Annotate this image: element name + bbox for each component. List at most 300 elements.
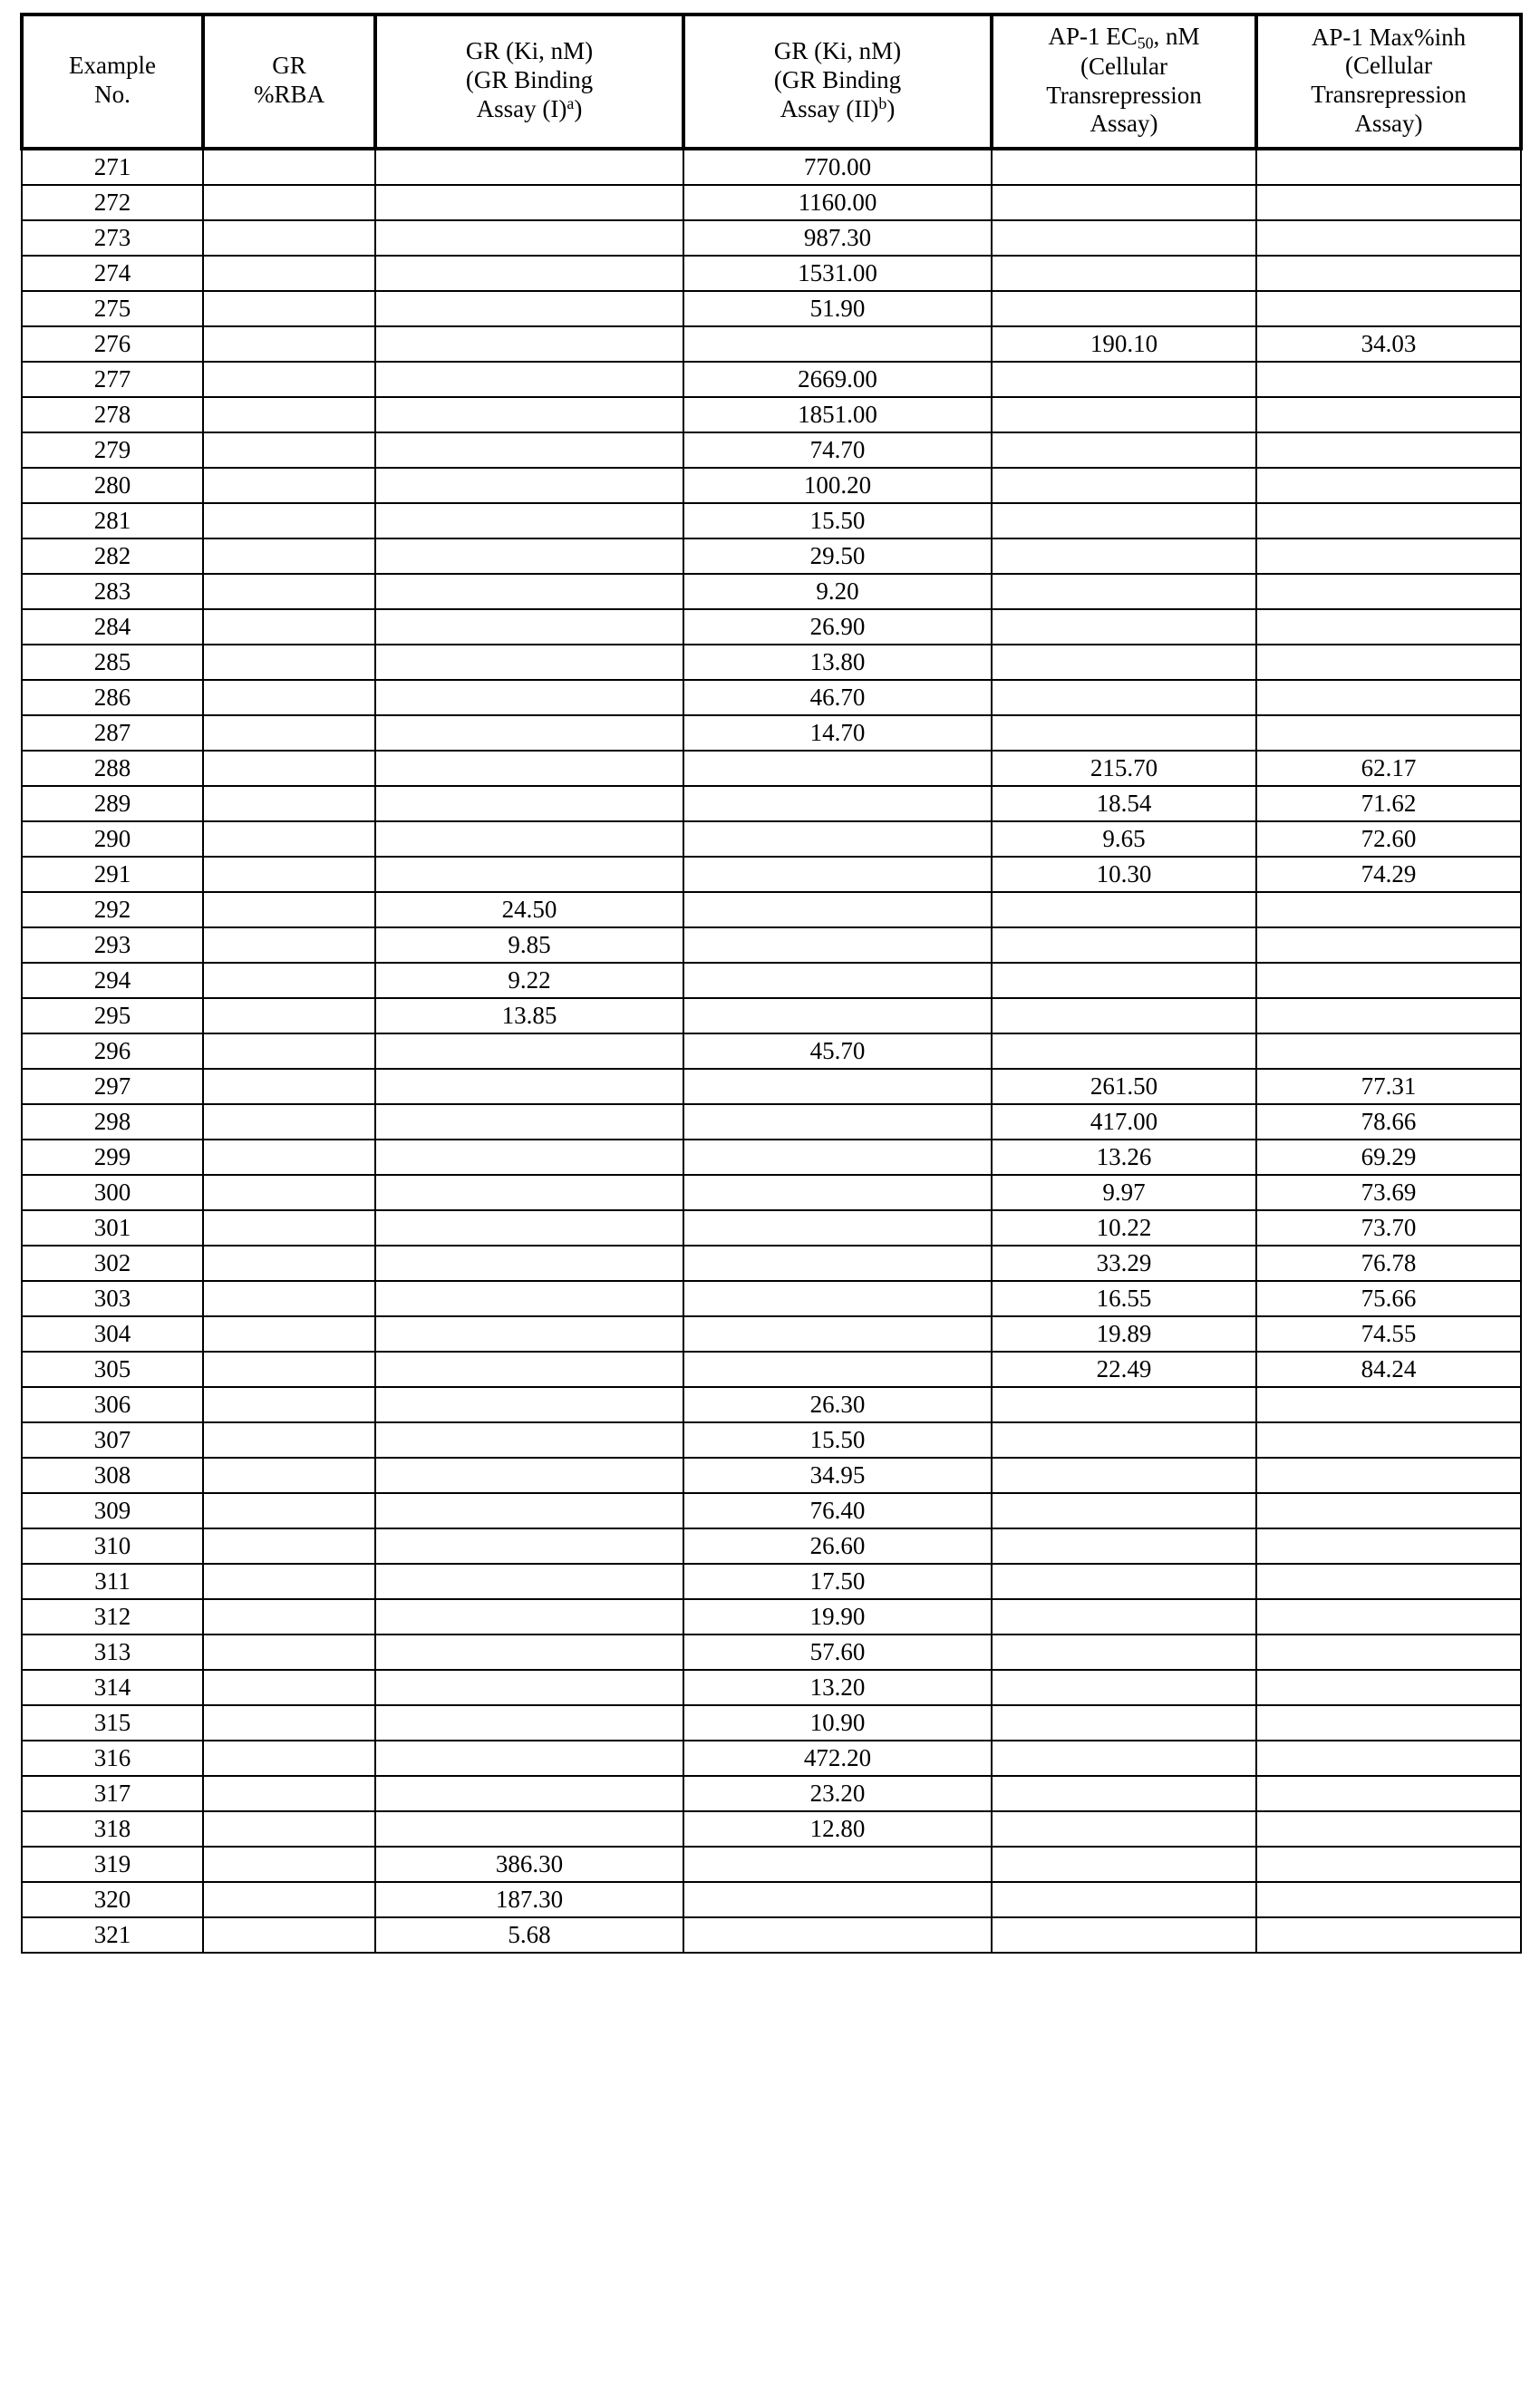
table-header	[22, 15, 1521, 149]
table-row	[22, 468, 1521, 503]
cell-example-no: 290	[22, 821, 203, 857]
cell-gr-ki-assay-1: 187.30	[375, 1882, 683, 1917]
cell-ap1-maxinh: 84.24	[1256, 1352, 1521, 1387]
cell-gr-ki-assay-1	[375, 291, 683, 326]
table-row	[22, 1741, 1521, 1776]
cell-ap1-ec50	[992, 715, 1256, 751]
cell-ap1-maxinh	[1256, 1599, 1521, 1635]
cell-ap1-maxinh	[1256, 1458, 1521, 1493]
cell-ap1-maxinh	[1256, 291, 1521, 326]
cell-gr-rba	[203, 680, 375, 715]
cell-gr-ki-assay-2	[683, 1281, 992, 1316]
cell-gr-ki-assay-2	[683, 1069, 992, 1104]
cell-gr-ki-assay-1	[375, 751, 683, 786]
cell-ap1-maxinh	[1256, 362, 1521, 397]
cell-gr-rba	[203, 715, 375, 751]
cell-gr-rba	[203, 821, 375, 857]
table-row	[22, 1847, 1521, 1882]
table-row	[22, 1210, 1521, 1246]
cell-ap1-ec50	[992, 1635, 1256, 1670]
cell-gr-rba	[203, 1917, 375, 1953]
cell-ap1-maxinh	[1256, 220, 1521, 256]
cell-example-no: 284	[22, 609, 203, 645]
table-row	[22, 892, 1521, 927]
cell-gr-rba	[203, 751, 375, 786]
cell-example-no: 289	[22, 786, 203, 821]
assay-results-table	[20, 13, 1523, 1954]
cell-gr-ki-assay-2: 770.00	[683, 149, 992, 185]
table-row	[22, 538, 1521, 574]
cell-gr-rba	[203, 220, 375, 256]
cell-gr-ki-assay-2	[683, 1175, 992, 1210]
cell-ap1-ec50	[992, 1776, 1256, 1811]
cell-example-no: 295	[22, 998, 203, 1033]
cell-ap1-maxinh	[1256, 1741, 1521, 1776]
cell-gr-ki-assay-2	[683, 892, 992, 927]
cell-gr-rba	[203, 397, 375, 432]
cell-gr-ki-assay-1	[375, 220, 683, 256]
table-row	[22, 821, 1521, 857]
cell-ap1-maxinh	[1256, 1670, 1521, 1705]
cell-ap1-maxinh	[1256, 574, 1521, 609]
column-header-gr-ki-assay-1: GR (Ki, nM) (GR Binding Assay $(I)^a$)	[375, 15, 683, 149]
cell-gr-rba	[203, 857, 375, 892]
cell-gr-rba	[203, 1033, 375, 1069]
cell-gr-rba	[203, 185, 375, 220]
cell-gr-ki-assay-1	[375, 397, 683, 432]
cell-gr-ki-assay-1	[375, 574, 683, 609]
cell-ap1-maxinh	[1256, 1564, 1521, 1599]
cell-gr-ki-assay-2: 26.60	[683, 1528, 992, 1564]
cell-gr-rba	[203, 574, 375, 609]
cell-gr-ki-assay-2: 1160.00	[683, 185, 992, 220]
cell-example-no: 305	[22, 1352, 203, 1387]
cell-gr-rba	[203, 1281, 375, 1316]
cell-ap1-ec50	[992, 1033, 1256, 1069]
cell-ap1-maxinh	[1256, 256, 1521, 291]
cell-gr-ki-assay-1	[375, 857, 683, 892]
cell-gr-rba	[203, 538, 375, 574]
cell-ap1-ec50	[992, 1458, 1256, 1493]
cell-ap1-maxinh	[1256, 185, 1521, 220]
cell-example-no: 308	[22, 1458, 203, 1493]
cell-ap1-ec50: 261.50	[992, 1069, 1256, 1104]
cell-gr-ki-assay-2	[683, 1210, 992, 1246]
column-header-gr-rba: GR %RBA	[203, 15, 375, 149]
cell-gr-ki-assay-1	[375, 1528, 683, 1564]
cell-gr-ki-assay-1	[375, 1069, 683, 1104]
cell-ap1-ec50: 33.29	[992, 1246, 1256, 1281]
table-row	[22, 1458, 1521, 1493]
table-row	[22, 1175, 1521, 1210]
cell-ap1-maxinh: 73.70	[1256, 1210, 1521, 1246]
cell-example-no: 286	[22, 680, 203, 715]
cell-ap1-maxinh	[1256, 468, 1521, 503]
cell-ap1-ec50: 16.55	[992, 1281, 1256, 1316]
cell-gr-ki-assay-2: 2669.00	[683, 362, 992, 397]
cell-example-no: 287	[22, 715, 203, 751]
cell-ap1-maxinh	[1256, 1776, 1521, 1811]
cell-example-no: 307	[22, 1422, 203, 1458]
table-row	[22, 362, 1521, 397]
table-row	[22, 1246, 1521, 1281]
table-row	[22, 149, 1521, 185]
cell-gr-ki-assay-2: 13.20	[683, 1670, 992, 1705]
cell-gr-ki-assay-1	[375, 1564, 683, 1599]
cell-ap1-ec50: 19.89	[992, 1316, 1256, 1352]
cell-gr-rba	[203, 892, 375, 927]
cell-ap1-ec50	[992, 1741, 1256, 1776]
table-row	[22, 1316, 1521, 1352]
cell-gr-ki-assay-1: 9.85	[375, 927, 683, 963]
cell-ap1-ec50	[992, 1847, 1256, 1882]
cell-example-no: 316	[22, 1741, 203, 1776]
cell-example-no: 299	[22, 1140, 203, 1175]
cell-ap1-maxinh: 34.03	[1256, 326, 1521, 362]
cell-example-no: 300	[22, 1175, 203, 1210]
cell-ap1-ec50	[992, 291, 1256, 326]
cell-gr-rba	[203, 1316, 375, 1352]
cell-gr-rba	[203, 1069, 375, 1104]
cell-gr-ki-assay-2: 1851.00	[683, 397, 992, 432]
cell-ap1-ec50	[992, 645, 1256, 680]
column-header-ap1-maxinh: AP-1 Max%inh (Cellular Transrepression Assay)	[1256, 15, 1521, 149]
cell-ap1-maxinh	[1256, 680, 1521, 715]
cell-gr-rba	[203, 645, 375, 680]
cell-gr-rba	[203, 1564, 375, 1599]
cell-gr-rba	[203, 326, 375, 362]
cell-gr-rba	[203, 786, 375, 821]
cell-gr-rba	[203, 1811, 375, 1847]
cell-gr-ki-assay-1	[375, 185, 683, 220]
cell-ap1-ec50	[992, 680, 1256, 715]
cell-ap1-ec50: 13.26	[992, 1140, 1256, 1175]
cell-gr-ki-assay-1	[375, 821, 683, 857]
cell-example-no: 277	[22, 362, 203, 397]
cell-gr-ki-assay-1	[375, 1387, 683, 1422]
cell-ap1-ec50: 10.30	[992, 857, 1256, 892]
cell-ap1-maxinh	[1256, 1033, 1521, 1069]
cell-gr-ki-assay-1	[375, 1635, 683, 1670]
cell-ap1-ec50	[992, 963, 1256, 998]
cell-ap1-maxinh	[1256, 1422, 1521, 1458]
cell-gr-rba	[203, 1210, 375, 1246]
cell-ap1-maxinh	[1256, 1847, 1521, 1882]
cell-gr-rba	[203, 1705, 375, 1741]
cell-ap1-maxinh: 77.31	[1256, 1069, 1521, 1104]
cell-gr-rba	[203, 291, 375, 326]
cell-ap1-ec50	[992, 1882, 1256, 1917]
table-row	[22, 1140, 1521, 1175]
table-row	[22, 1670, 1521, 1705]
table-row	[22, 1635, 1521, 1670]
cell-example-no: 282	[22, 538, 203, 574]
table-row	[22, 1033, 1521, 1069]
table-row	[22, 1387, 1521, 1422]
cell-gr-ki-assay-1	[375, 1776, 683, 1811]
cell-ap1-ec50: 215.70	[992, 751, 1256, 786]
cell-gr-ki-assay-1	[375, 326, 683, 362]
cell-gr-ki-assay-2: 46.70	[683, 680, 992, 715]
cell-gr-ki-assay-2	[683, 751, 992, 786]
cell-ap1-ec50: 9.97	[992, 1175, 1256, 1210]
cell-example-no: 271	[22, 149, 203, 185]
cell-ap1-ec50	[992, 574, 1256, 609]
cell-example-no: 318	[22, 1811, 203, 1847]
cell-ap1-maxinh	[1256, 432, 1521, 468]
cell-gr-rba	[203, 1776, 375, 1811]
cell-gr-rba	[203, 503, 375, 538]
cell-ap1-ec50	[992, 1387, 1256, 1422]
cell-ap1-maxinh	[1256, 397, 1521, 432]
cell-ap1-ec50	[992, 1917, 1256, 1953]
cell-ap1-maxinh	[1256, 1387, 1521, 1422]
cell-ap1-maxinh	[1256, 538, 1521, 574]
cell-example-no: 283	[22, 574, 203, 609]
cell-gr-rba	[203, 1599, 375, 1635]
cell-ap1-ec50: 18.54	[992, 786, 1256, 821]
cell-ap1-ec50: 190.10	[992, 326, 1256, 362]
cell-gr-ki-assay-1	[375, 256, 683, 291]
cell-ap1-maxinh: 72.60	[1256, 821, 1521, 857]
cell-ap1-ec50	[992, 362, 1256, 397]
cell-ap1-maxinh	[1256, 609, 1521, 645]
cell-gr-ki-assay-2: 29.50	[683, 538, 992, 574]
cell-gr-ki-assay-1	[375, 1175, 683, 1210]
table-row	[22, 1528, 1521, 1564]
cell-ap1-ec50	[992, 397, 1256, 432]
cell-example-no: 276	[22, 326, 203, 362]
cell-ap1-ec50: 9.65	[992, 821, 1256, 857]
table-row	[22, 326, 1521, 362]
cell-gr-ki-assay-2	[683, 326, 992, 362]
cell-gr-ki-assay-1	[375, 1352, 683, 1387]
cell-gr-ki-assay-1	[375, 1599, 683, 1635]
cell-ap1-ec50	[992, 1493, 1256, 1528]
cell-example-no: 272	[22, 185, 203, 220]
cell-gr-ki-assay-1	[375, 1281, 683, 1316]
cell-gr-ki-assay-2	[683, 927, 992, 963]
cell-gr-ki-assay-1	[375, 1670, 683, 1705]
cell-ap1-ec50: 22.49	[992, 1352, 1256, 1387]
cell-ap1-ec50	[992, 1599, 1256, 1635]
cell-gr-ki-assay-1	[375, 680, 683, 715]
cell-example-no: 303	[22, 1281, 203, 1316]
cell-gr-rba	[203, 1847, 375, 1882]
table-row	[22, 1281, 1521, 1316]
cell-gr-rba	[203, 1493, 375, 1528]
cell-ap1-maxinh: 73.69	[1256, 1175, 1521, 1210]
cell-ap1-ec50	[992, 432, 1256, 468]
cell-gr-ki-assay-2: 57.60	[683, 1635, 992, 1670]
cell-gr-ki-assay-2: 15.50	[683, 503, 992, 538]
cell-example-no: 280	[22, 468, 203, 503]
cell-example-no: 301	[22, 1210, 203, 1246]
cell-example-no: 309	[22, 1493, 203, 1528]
cell-example-no: 273	[22, 220, 203, 256]
cell-gr-ki-assay-2: 26.30	[683, 1387, 992, 1422]
table-row	[22, 927, 1521, 963]
cell-ap1-ec50	[992, 220, 1256, 256]
cell-ap1-ec50	[992, 185, 1256, 220]
cell-gr-ki-assay-1	[375, 503, 683, 538]
cell-ap1-ec50	[992, 1705, 1256, 1741]
cell-gr-ki-assay-2	[683, 998, 992, 1033]
table-row	[22, 1776, 1521, 1811]
cell-example-no: 310	[22, 1528, 203, 1564]
cell-gr-ki-assay-2	[683, 1104, 992, 1140]
cell-ap1-maxinh	[1256, 963, 1521, 998]
cell-gr-ki-assay-1	[375, 1246, 683, 1281]
table-row	[22, 220, 1521, 256]
cell-gr-ki-assay-2: 100.20	[683, 468, 992, 503]
cell-gr-rba	[203, 609, 375, 645]
cell-gr-rba	[203, 1140, 375, 1175]
cell-gr-ki-assay-2: 74.70	[683, 432, 992, 468]
cell-example-no: 296	[22, 1033, 203, 1069]
cell-ap1-ec50	[992, 998, 1256, 1033]
cell-gr-ki-assay-2: 10.90	[683, 1705, 992, 1741]
cell-gr-ki-assay-2	[683, 786, 992, 821]
cell-ap1-maxinh	[1256, 1493, 1521, 1528]
cell-example-no: 306	[22, 1387, 203, 1422]
cell-example-no: 315	[22, 1705, 203, 1741]
cell-ap1-maxinh: 69.29	[1256, 1140, 1521, 1175]
cell-gr-rba	[203, 1635, 375, 1670]
cell-example-no: 278	[22, 397, 203, 432]
cell-gr-ki-assay-1	[375, 1033, 683, 1069]
cell-gr-rba	[203, 256, 375, 291]
cell-gr-rba	[203, 1246, 375, 1281]
cell-gr-ki-assay-1: 386.30	[375, 1847, 683, 1882]
cell-example-no: 279	[22, 432, 203, 468]
cell-ap1-maxinh	[1256, 927, 1521, 963]
cell-ap1-maxinh	[1256, 1705, 1521, 1741]
cell-ap1-ec50	[992, 256, 1256, 291]
cell-ap1-maxinh	[1256, 1917, 1521, 1953]
table-row	[22, 256, 1521, 291]
cell-gr-rba	[203, 362, 375, 397]
cell-gr-rba	[203, 963, 375, 998]
cell-example-no: 320	[22, 1882, 203, 1917]
table-row	[22, 998, 1521, 1033]
cell-gr-ki-assay-1	[375, 1458, 683, 1493]
cell-ap1-maxinh: 76.78	[1256, 1246, 1521, 1281]
cell-gr-rba	[203, 1422, 375, 1458]
cell-example-no: 291	[22, 857, 203, 892]
table-row	[22, 1104, 1521, 1140]
cell-gr-rba	[203, 1352, 375, 1387]
cell-ap1-maxinh: 62.17	[1256, 751, 1521, 786]
cell-gr-ki-assay-2	[683, 1140, 992, 1175]
cell-gr-ki-assay-1	[375, 1316, 683, 1352]
table-row	[22, 1705, 1521, 1741]
table-row	[22, 680, 1521, 715]
table-row	[22, 857, 1521, 892]
cell-example-no: 312	[22, 1599, 203, 1635]
table-row	[22, 185, 1521, 220]
cell-gr-ki-assay-2	[683, 963, 992, 998]
cell-gr-ki-assay-1: 24.50	[375, 892, 683, 927]
cell-example-no: 311	[22, 1564, 203, 1599]
cell-gr-ki-assay-1	[375, 362, 683, 397]
table-row	[22, 715, 1521, 751]
cell-example-no: 304	[22, 1316, 203, 1352]
table-row	[22, 1493, 1521, 1528]
cell-ap1-maxinh	[1256, 503, 1521, 538]
cell-ap1-maxinh	[1256, 149, 1521, 185]
cell-gr-ki-assay-1	[375, 1104, 683, 1140]
cell-ap1-ec50	[992, 503, 1256, 538]
table-row	[22, 963, 1521, 998]
cell-gr-ki-assay-2: 76.40	[683, 1493, 992, 1528]
cell-gr-ki-assay-1	[375, 1705, 683, 1741]
cell-example-no: 321	[22, 1917, 203, 1953]
column-header-example-no: Example No.	[22, 15, 203, 149]
cell-ap1-maxinh	[1256, 1635, 1521, 1670]
cell-ap1-ec50	[992, 1811, 1256, 1847]
cell-ap1-ec50	[992, 538, 1256, 574]
cell-ap1-ec50	[992, 468, 1256, 503]
cell-gr-ki-assay-1	[375, 1493, 683, 1528]
cell-ap1-ec50: 417.00	[992, 1104, 1256, 1140]
cell-gr-ki-assay-2: 26.90	[683, 609, 992, 645]
cell-gr-ki-assay-2: 17.50	[683, 1564, 992, 1599]
cell-example-no: 298	[22, 1104, 203, 1140]
cell-ap1-ec50	[992, 609, 1256, 645]
cell-gr-rba	[203, 998, 375, 1033]
cell-gr-ki-assay-2: 19.90	[683, 1599, 992, 1635]
cell-gr-ki-assay-1: 9.22	[375, 963, 683, 998]
cell-ap1-ec50	[992, 1528, 1256, 1564]
cell-example-no: 285	[22, 645, 203, 680]
cell-gr-rba	[203, 468, 375, 503]
cell-gr-rba	[203, 1882, 375, 1917]
table-row	[22, 1352, 1521, 1387]
cell-ap1-maxinh	[1256, 715, 1521, 751]
cell-gr-rba	[203, 927, 375, 963]
cell-ap1-ec50	[992, 1422, 1256, 1458]
cell-example-no: 288	[22, 751, 203, 786]
cell-gr-ki-assay-2: 15.50	[683, 1422, 992, 1458]
table-header-row	[22, 15, 1521, 149]
cell-gr-ki-assay-2: 45.70	[683, 1033, 992, 1069]
cell-gr-ki-assay-1	[375, 468, 683, 503]
cell-example-no: 317	[22, 1776, 203, 1811]
cell-ap1-maxinh: 75.66	[1256, 1281, 1521, 1316]
cell-gr-ki-assay-2: 13.80	[683, 645, 992, 680]
cell-example-no: 274	[22, 256, 203, 291]
cell-example-no: 302	[22, 1246, 203, 1281]
cell-gr-ki-assay-1	[375, 149, 683, 185]
cell-gr-ki-assay-1: 13.85	[375, 998, 683, 1033]
cell-gr-ki-assay-2: 51.90	[683, 291, 992, 326]
cell-ap1-maxinh: 71.62	[1256, 786, 1521, 821]
cell-gr-rba	[203, 1458, 375, 1493]
cell-gr-ki-assay-2: 14.70	[683, 715, 992, 751]
cell-gr-rba	[203, 1175, 375, 1210]
table-row	[22, 1069, 1521, 1104]
cell-gr-ki-assay-2: 34.95	[683, 1458, 992, 1493]
cell-gr-ki-assay-2	[683, 1316, 992, 1352]
cell-gr-ki-assay-2	[683, 1352, 992, 1387]
cell-ap1-maxinh: 74.29	[1256, 857, 1521, 892]
table-row	[22, 1882, 1521, 1917]
cell-gr-ki-assay-1	[375, 1210, 683, 1246]
cell-example-no: 292	[22, 892, 203, 927]
cell-gr-ki-assay-2	[683, 821, 992, 857]
table-row	[22, 397, 1521, 432]
